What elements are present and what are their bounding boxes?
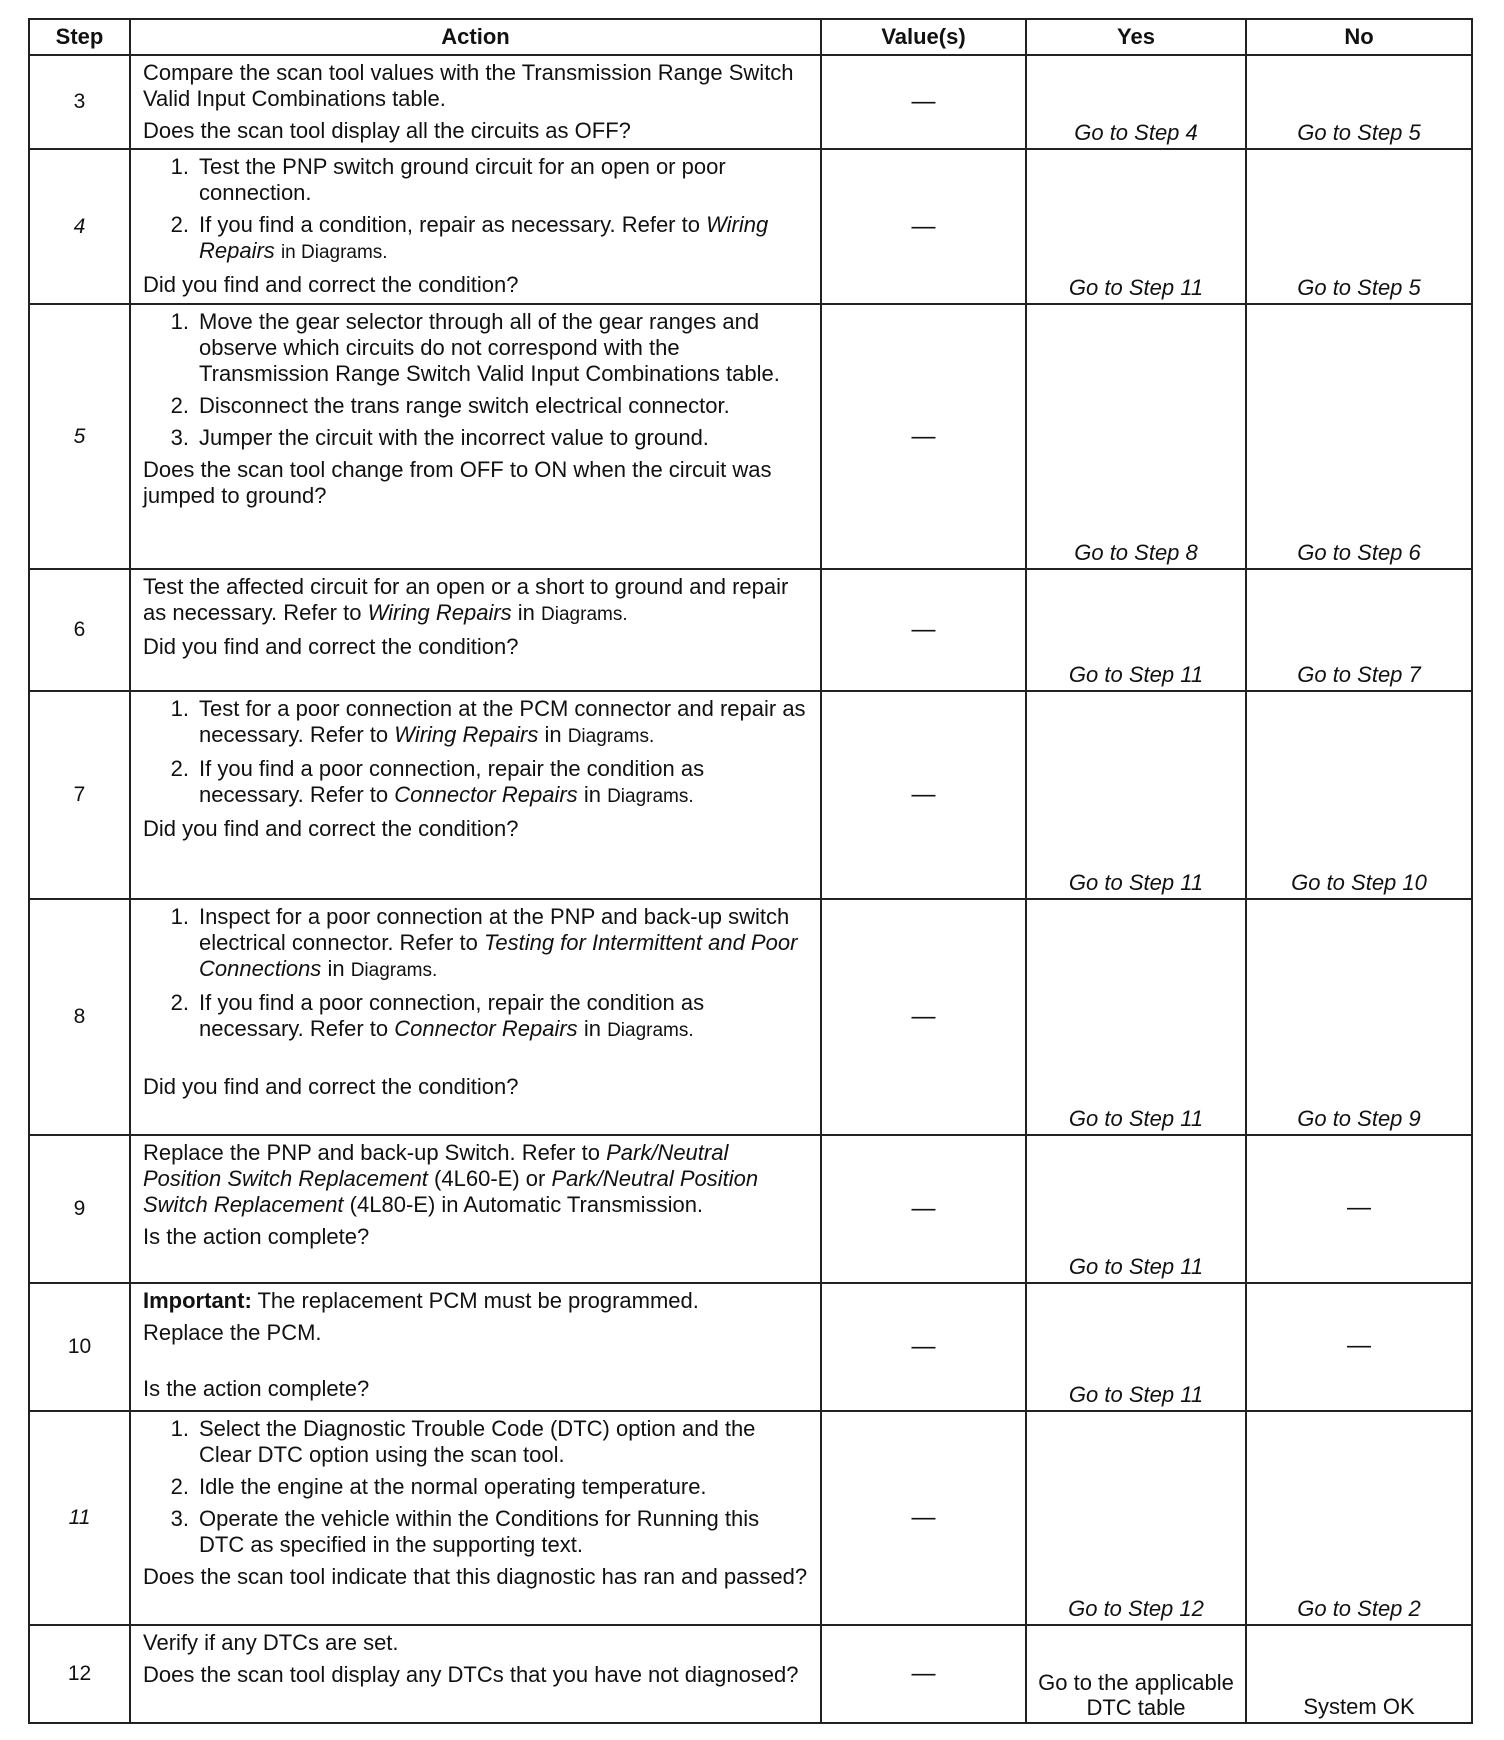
text-in: in [327, 956, 345, 981]
value-cell: — [821, 899, 1026, 1135]
list-item [143, 756, 810, 810]
list-number: 1. [170, 154, 189, 179]
value-cell: — [821, 569, 1026, 691]
text-prefix: Inspect for a poor connection at the PNP and back-up switch electrical connector. Refer to [199, 904, 790, 955]
yes-cell: Go to Step 12 [1026, 1411, 1246, 1625]
table-row [29, 899, 1472, 1135]
list-number: 2. [170, 990, 189, 1015]
reference-link: Testing for Intermittent and Poor Connections [199, 930, 798, 981]
action-question: Does the scan tool indicate that this diagnostic has ran and passed? [143, 1564, 808, 1589]
action-text: Verify if any DTCs are set. [143, 1630, 399, 1655]
value-cell: — [821, 1283, 1026, 1411]
list-item [143, 1506, 810, 1558]
action-text [143, 574, 810, 628]
list-text: Test the PNP switch ground circuit for an open or poor connection. [199, 154, 726, 205]
action-question: Did you find and correct the condition? [143, 634, 519, 659]
header-no: No [1246, 19, 1472, 55]
list-item [143, 154, 810, 206]
list-item [143, 212, 810, 266]
list-text: Move the gear selector through all of the gear ranges and observe which circuits do not correspond with the Transmission Range Switch Valid Input Combinations table. [199, 309, 780, 386]
action-question: Did you find and correct the condition? [143, 816, 519, 841]
important-text: The replacement PCM must be programmed. [257, 1288, 699, 1313]
text-suffix: Diagrams. [541, 604, 628, 625]
action-question: Did you find and correct the condition? [143, 1074, 519, 1099]
yes-cell: Go to Step 4 [1026, 55, 1246, 149]
list-text [199, 904, 810, 984]
list-number: 3. [170, 425, 189, 450]
yes-cell: Go to the applicable DTC table [1026, 1625, 1246, 1723]
step-number: 10 [29, 1283, 130, 1411]
header-action: Action [130, 19, 821, 55]
list-item [143, 904, 810, 984]
spacer [143, 1050, 810, 1074]
no-cell: Go to Step 5 [1246, 149, 1472, 304]
action-text: Compare the scan tool values with the Transmission Range Switch Valid Input Combinations table. [143, 60, 794, 111]
value-cell: — [821, 691, 1026, 899]
list-number: 1. [170, 696, 189, 721]
important-note [143, 1288, 810, 1314]
spacer [143, 1352, 810, 1376]
reference-link: Connector Repairs [394, 782, 578, 807]
list-text: Operate the vehicle within the Conditions for Running this DTC as specified in the supporting text. [199, 1506, 760, 1557]
text-suffix: Diagrams. [350, 960, 438, 981]
list-number: 1. [170, 309, 189, 334]
list-item [143, 393, 810, 419]
yes-cell: Go to Step 11 [1026, 1283, 1246, 1411]
text-suffix: in Diagrams. [280, 242, 388, 263]
step-number: 7 [29, 691, 130, 899]
diagnostic-table [28, 18, 1473, 1724]
step-number: 3 [29, 55, 130, 149]
text-suffix: (4L80-E) in Automatic Transmission. [349, 1192, 704, 1217]
list-item [143, 1474, 810, 1500]
yes-cell: Go to Step 11 [1026, 149, 1246, 304]
step-number: 6 [29, 569, 130, 691]
list-number: 1. [170, 1416, 189, 1441]
value-cell: — [821, 304, 1026, 569]
list-text: Select the Diagnostic Trouble Code (DTC) option and the Clear DTC option using the scan tool. [199, 1416, 756, 1467]
value-cell: — [821, 1411, 1026, 1625]
no-cell: Go to Step 5 [1246, 55, 1472, 149]
action-cell [130, 55, 821, 149]
action-cell [130, 149, 821, 304]
action-cell [130, 1135, 821, 1283]
list-number: 3. [170, 1506, 189, 1531]
header-step: Step [29, 19, 130, 55]
no-cell: Go to Step 7 [1246, 569, 1472, 691]
list-number: 2. [170, 756, 189, 781]
action-question: Did you find and correct the condition? [143, 272, 519, 297]
table-row [29, 1411, 1472, 1625]
table-row [29, 149, 1472, 304]
list-text [199, 756, 810, 810]
text-in: in [544, 722, 562, 747]
list-number: 1. [170, 904, 189, 929]
yes-cell: Go to Step 11 [1026, 569, 1246, 691]
table-row [29, 304, 1472, 569]
reference-link: Connector Repairs [394, 1016, 578, 1041]
no-cell: Go to Step 2 [1246, 1411, 1472, 1625]
action-cell [130, 691, 821, 899]
step-number: 8 [29, 899, 130, 1135]
reference-link: Wiring Repairs [367, 600, 512, 625]
no-cell: System OK [1246, 1625, 1472, 1723]
action-question: Does the scan tool display any DTCs that you have not diagnosed? [143, 1662, 799, 1687]
list-item [143, 425, 810, 451]
yes-cell: Go to Step 11 [1026, 1135, 1246, 1283]
action-cell [130, 1283, 821, 1411]
text-suffix: Diagrams. [607, 786, 694, 807]
text-suffix: (4L60-E) or [434, 1166, 546, 1191]
no-cell: Go to Step 9 [1246, 899, 1472, 1135]
list-text: Jumper the circuit with the incorrect value to ground. [199, 425, 709, 450]
value-cell: — [821, 55, 1026, 149]
text-prefix: Test the affected circuit for an open or a short to ground and repair as necessary. Refer to [143, 574, 789, 625]
action-cell [130, 569, 821, 691]
no-cell: Go to Step 6 [1246, 304, 1472, 569]
value-cell: — [821, 1625, 1026, 1723]
step-number: 12 [29, 1625, 130, 1723]
list-text: Idle the engine at the normal operating temperature. [199, 1474, 707, 1499]
text-prefix: Replace the PNP and back-up Switch. Refer to [143, 1140, 600, 1165]
list-number: 2. [170, 393, 189, 418]
reference-link: Wiring Repairs [394, 722, 539, 747]
action-question: Does the scan tool display all the circuits as OFF? [143, 118, 631, 143]
list-text [199, 696, 810, 750]
text-in: in [517, 600, 535, 625]
action-cell [130, 1625, 821, 1723]
list-item [143, 696, 810, 750]
no-cell: — [1246, 1283, 1472, 1411]
value-cell: — [821, 149, 1026, 304]
text-suffix: Diagrams. [567, 726, 655, 747]
list-text [199, 990, 810, 1044]
text-prefix: Test for a poor connection at the PCM connector and repair as necessary. Refer to [199, 696, 806, 747]
action-cell [130, 304, 821, 569]
step-number: 11 [29, 1411, 130, 1625]
step-number: 9 [29, 1135, 130, 1283]
no-cell: Go to Step 10 [1246, 691, 1472, 899]
yes-cell: Go to Step 11 [1026, 691, 1246, 899]
header-values: Value(s) [821, 19, 1026, 55]
action-question: Does the scan tool change from OFF to ON when the circuit was jumped to ground? [143, 457, 772, 508]
header-yes: Yes [1026, 19, 1246, 55]
text-in: in [583, 1016, 601, 1041]
important-label: Important: [143, 1288, 252, 1313]
list-number: 2. [170, 212, 189, 237]
reference-link: Wiring Repairs [199, 212, 769, 263]
list-number: 2. [170, 1474, 189, 1499]
text-in: in [583, 782, 601, 807]
yes-cell: Go to Step 8 [1026, 304, 1246, 569]
action-text [143, 1140, 810, 1218]
reference-link: Park/Neutral Position Switch Replacement [143, 1166, 759, 1217]
list-item [143, 990, 810, 1044]
header-row [29, 19, 1472, 55]
no-cell: — [1246, 1135, 1472, 1283]
action-cell [130, 899, 821, 1135]
table-row [29, 1135, 1472, 1283]
table-row [29, 1283, 1472, 1411]
reference-link: Park/Neutral Position Switch Replacement [143, 1140, 729, 1191]
value-cell: — [821, 1135, 1026, 1283]
action-question: Is the action complete? [143, 1376, 370, 1401]
list-text [199, 212, 810, 266]
table-row [29, 691, 1472, 899]
text-prefix: If you find a poor connection, repair the condition as necessary. Refer to [199, 756, 705, 807]
table-row [29, 55, 1472, 149]
list-item [143, 1416, 810, 1468]
step-number: 4 [29, 149, 130, 304]
action-cell [130, 1411, 821, 1625]
table-row [29, 1625, 1472, 1723]
list-text: Disconnect the trans range switch electrical connector. [199, 393, 730, 418]
text-suffix: Diagrams. [607, 1020, 694, 1041]
yes-cell: Go to Step 11 [1026, 899, 1246, 1135]
text-prefix: If you find a poor connection, repair the condition as necessary. Refer to [199, 990, 705, 1041]
text-prefix: If you find a condition, repair as necessary. Refer to [199, 212, 700, 237]
list-item [143, 309, 810, 387]
step-number: 5 [29, 304, 130, 569]
table-row [29, 569, 1472, 691]
action-text: Replace the PCM. [143, 1320, 322, 1345]
action-question: Is the action complete? [143, 1224, 370, 1249]
